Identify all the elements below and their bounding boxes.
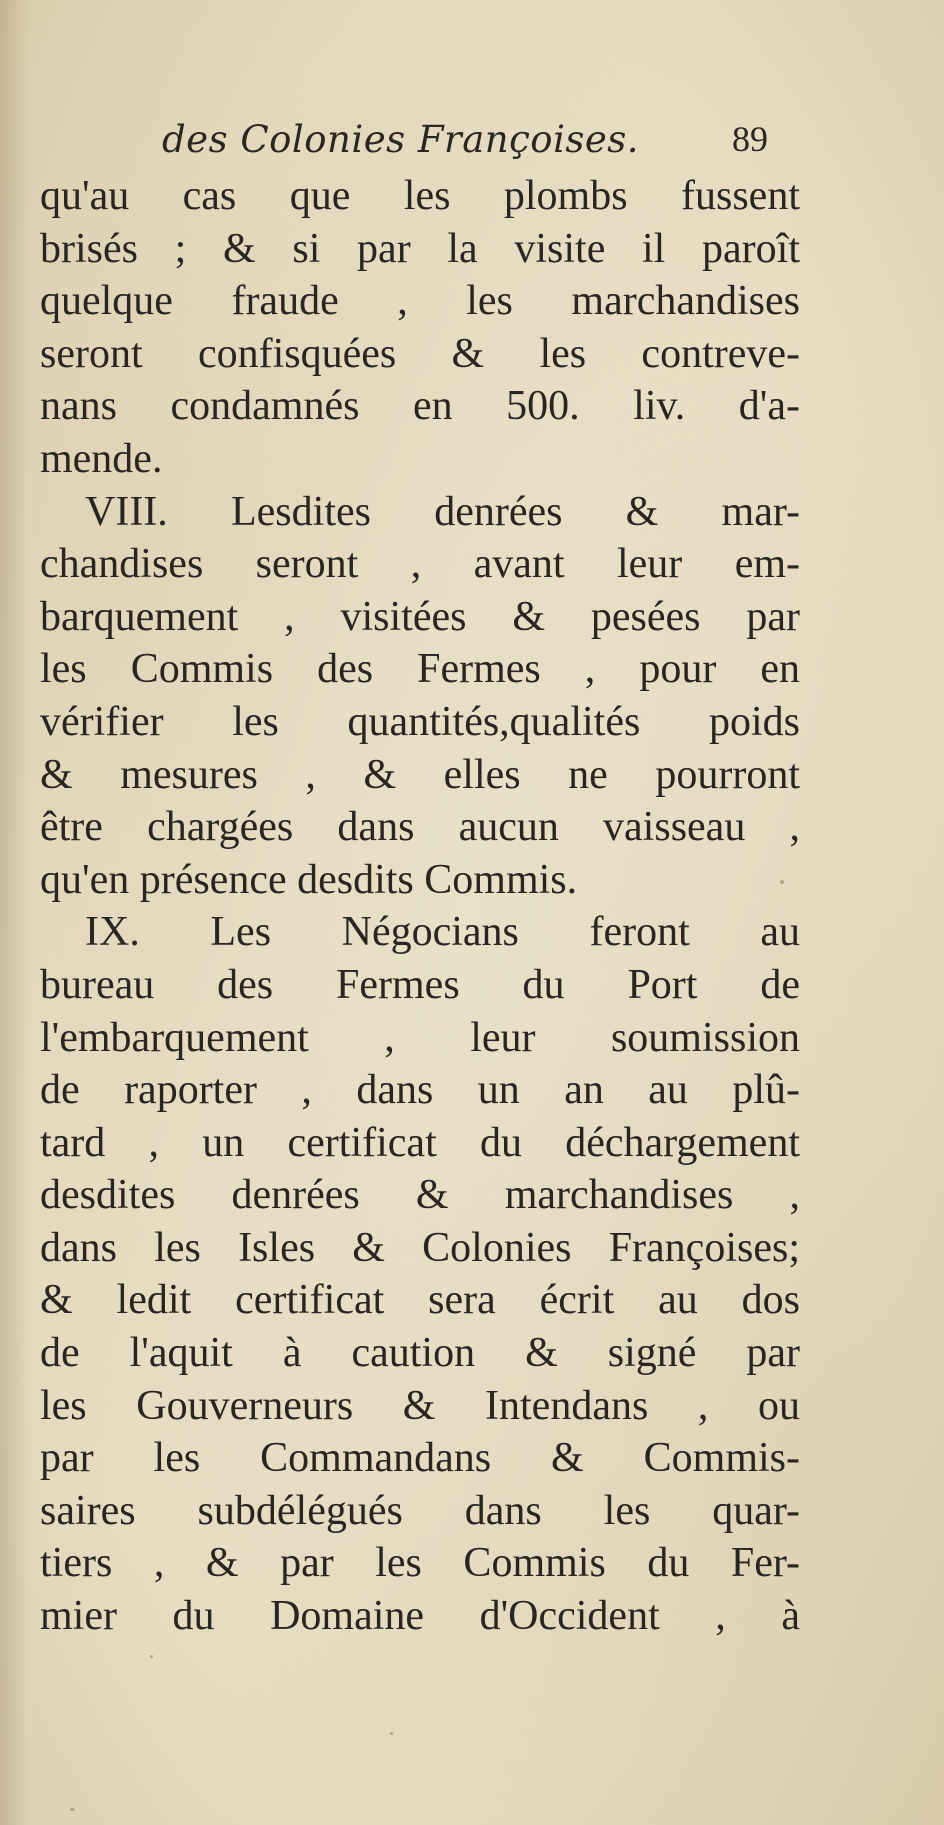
text-line: par les Commandans & Commis- — [40, 1435, 800, 1482]
article-ix-start: IX. Les Négocians feront au — [85, 909, 800, 956]
text-line: & mesures , & elles ne pourront — [40, 751, 800, 798]
text-line: bureau des Fermes du Port de — [40, 961, 800, 1008]
text-line: mier du Domaine d'Occident , à — [40, 1593, 800, 1640]
text-line: tard , un certificat du déchargement — [40, 1119, 800, 1166]
text-line: tiers , & par les Commis du Fer- — [40, 1540, 800, 1587]
text-line: desdites denrées & marchandises , — [40, 1172, 800, 1219]
paper-speck — [70, 1808, 75, 1811]
text-line: dans les Isles & Colonies Françoises; — [40, 1224, 800, 1271]
article-viii-start: VIII. Lesdites denrées & mar- — [85, 488, 800, 535]
running-title: des Colonies Françoises. — [162, 118, 640, 161]
text-line: nans condamnés en 500. liv. d'a- — [40, 383, 800, 430]
text-line: barquement , visitées & pesées par — [40, 593, 800, 640]
text-line: être chargées dans aucun vaisseau , — [40, 804, 800, 851]
text-line: & ledit certificat sera écrit au dos — [40, 1277, 800, 1324]
text-line: saires subdélégués dans les quar- — [40, 1487, 800, 1534]
paper-speck — [150, 1655, 153, 1658]
text-line: qu'au cas que les plombs fussent — [40, 173, 800, 219]
text-line: mende. — [40, 435, 163, 482]
text-line: qu'en présence desdits Commis. — [40, 856, 578, 903]
text-line: chandises seront , avant leur em- — [40, 541, 800, 588]
paper-speck — [390, 1732, 393, 1735]
text-line: seront confisquées & les contreve- — [40, 330, 800, 377]
page-header — [162, 118, 782, 178]
text-line: l'embarquement , leur soumission — [40, 1014, 800, 1061]
text-line: les Commis des Fermes , pour en — [40, 646, 800, 693]
text-line: quelque fraude , les marchandises — [40, 278, 800, 325]
text-line: de raporter , dans un an au plû- — [40, 1067, 800, 1114]
text-line: de l'aquit à caution & signé par — [40, 1330, 800, 1377]
text-line: les Gouverneurs & Intendans , ou — [40, 1382, 800, 1429]
body-text — [40, 170, 800, 1643]
page-number: 89 — [732, 119, 768, 159]
page-gutter-shadow — [0, 0, 30, 1825]
text-line: vérifier les quantités,qualités poids — [40, 698, 800, 745]
text-line: brisés ; & si par la visite il paroît — [40, 225, 800, 272]
paper-speck — [780, 880, 784, 884]
